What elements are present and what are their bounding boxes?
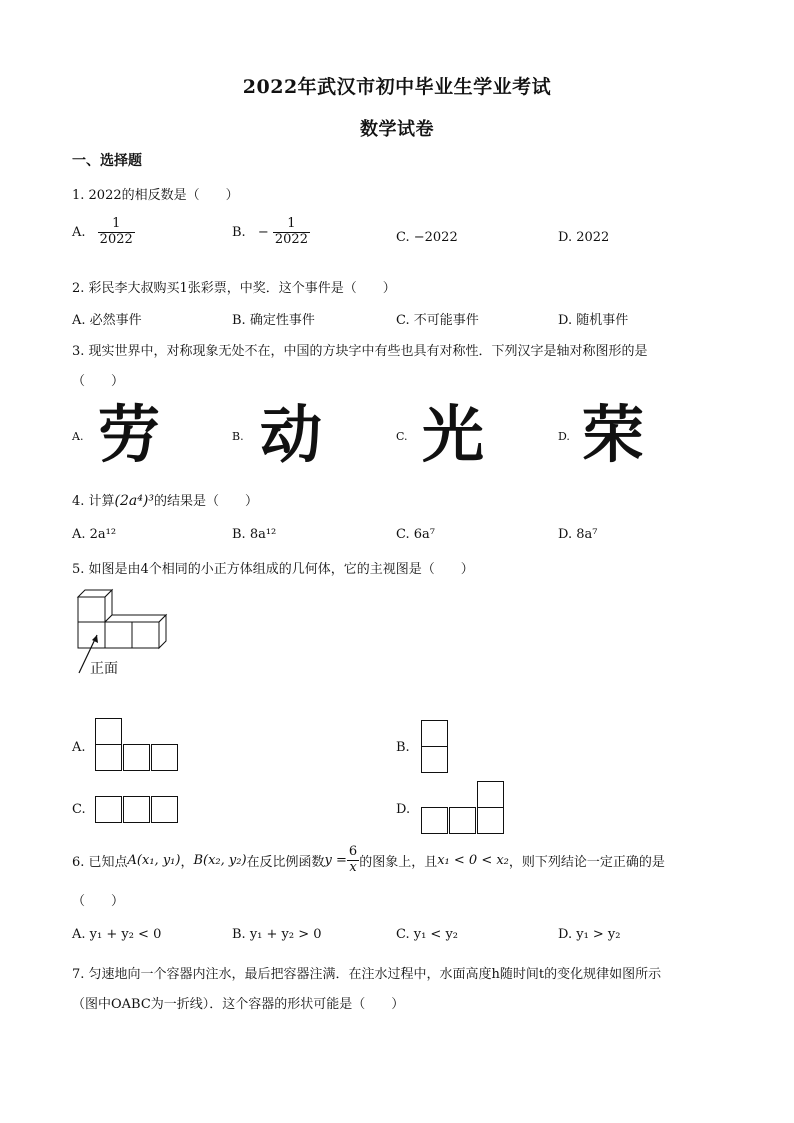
q2-option-a: A. 必然事件 <box>72 313 142 328</box>
q5-a-label: A. <box>72 740 86 755</box>
section-heading: 一、选择题 <box>72 153 142 169</box>
q5-a-cell <box>95 744 122 771</box>
q5-d-cell <box>449 807 476 834</box>
q5-c-label: C. <box>72 802 86 817</box>
q5-front-label: 正面 <box>90 661 118 677</box>
q6-option-d: D. y₁ > y₂ <box>558 927 621 942</box>
q3-b-char: 动 <box>260 398 323 471</box>
q5-d-cell <box>477 781 504 808</box>
q4-stem-post: 的结果是（ ） <box>153 494 258 509</box>
q5-d-cell <box>421 807 448 834</box>
q4-option-a: A. 2a¹² <box>72 527 117 542</box>
q6-option-b: B. y₁ + y₂ > 0 <box>232 927 322 942</box>
q6-tail: ，则下列结论一定正确的是 <box>508 854 665 870</box>
exam-subtitle: 数学试卷 <box>360 119 434 140</box>
q2-option-b: B. 确定性事件 <box>232 313 315 328</box>
q5-a-cell <box>95 718 122 745</box>
q1-a-den: 2022 <box>99 231 133 247</box>
q5-solid-figure <box>70 585 180 690</box>
q5-stem: 5. 如图是由4个相同的小正方体组成的几何体，它的主视图是（ ） <box>72 562 474 577</box>
q6-func-num: 6 <box>348 844 358 859</box>
q3-stem-paren: （ ） <box>72 374 125 389</box>
q6-stem-pre: 6. 已知点 <box>72 854 128 870</box>
q5-d-cell <box>477 807 504 834</box>
q6-func-den: x <box>349 859 357 875</box>
q6-func-y: y = <box>324 852 347 868</box>
q1-option-d: D. 2022 <box>558 230 610 245</box>
q6-sep: ， <box>180 854 194 870</box>
q4-expression: (2a⁴)³ <box>114 493 154 509</box>
q5-d-label: D. <box>396 802 411 817</box>
q5-b-label: B. <box>396 740 410 755</box>
q6-point-b: B(x₂, y₂) <box>193 852 247 868</box>
q5-c-cell <box>95 796 122 823</box>
q6-func-fraction <box>347 845 359 876</box>
q6-stem-paren: （ ） <box>72 894 125 909</box>
q1-option-b <box>232 217 310 248</box>
q4-option-c: C. 6a⁷ <box>396 527 435 542</box>
q6-point-a: A(x₁, y₁) <box>127 852 181 868</box>
q1-option-c: C. −2022 <box>396 230 458 245</box>
q4-stem-pre: 4. 计算 <box>72 494 115 509</box>
q5-option-c-view <box>95 796 181 824</box>
q4-stem <box>72 490 258 509</box>
q1-a-label: A. <box>72 224 86 240</box>
q3-c-label: C. <box>396 430 408 443</box>
q3-d-label: D. <box>558 430 570 443</box>
q1-a-num: 1 <box>112 216 121 231</box>
q1-b-den: 2022 <box>274 231 308 247</box>
q5-b-cell <box>421 720 448 747</box>
q7-line1: 7. 匀速地向一个容器内注水，最后把容器注满．在注水过程中，水面高度h随时间t的变化规律如图所示 <box>72 967 662 982</box>
q6-mid: 在反比例函数 <box>246 854 325 870</box>
q1-b-num: 1 <box>287 216 296 231</box>
q6-condition: x₁ < 0 < x₂ <box>437 852 509 868</box>
q3-d-char: 荣 <box>582 398 645 471</box>
q3-a-char: 劳 <box>98 398 161 471</box>
q1-option-a <box>72 217 135 248</box>
q2-option-d: D. 随机事件 <box>558 313 629 328</box>
q2-stem: 2. 彩民李大叔购买1张彩票，中奖．这个事件是（ ） <box>72 281 396 296</box>
q4-option-b: B. 8a¹² <box>232 527 277 542</box>
q6-option-c: C. y₁ < y₂ <box>396 927 459 942</box>
q5-option-a-view <box>95 718 181 774</box>
q6-post: 的图象上，且 <box>359 854 438 870</box>
q5-a-cell <box>123 744 150 771</box>
q5-a-cell <box>151 744 178 771</box>
q5-b-cell <box>421 746 448 773</box>
q5-c-cell <box>151 796 178 823</box>
q1-b-label: B. <box>232 224 246 240</box>
q3-b-label: B. <box>232 430 244 443</box>
q5-option-d-view <box>421 781 507 837</box>
q6-stem <box>72 845 665 876</box>
q5-c-cell <box>123 796 150 823</box>
q1-b-sign: − <box>257 224 269 240</box>
exam-title: 2022年武汉市初中毕业生学业考试 <box>242 76 552 98</box>
q6-option-a: A. y₁ + y₂ < 0 <box>72 927 162 942</box>
q2-option-c: C. 不可能事件 <box>396 313 479 328</box>
q3-a-label: A. <box>72 430 84 443</box>
q7-line2: （图中OABC为一折线）．这个容器的形状可能是（ ） <box>72 997 405 1012</box>
q1-stem: 1. 2022的相反数是（ ） <box>72 188 239 203</box>
q4-option-d: D. 8a⁷ <box>558 527 598 542</box>
q1-b-fraction <box>273 217 310 248</box>
q3-c-char: 光 <box>422 398 485 471</box>
q5-option-b-view <box>421 720 451 776</box>
q1-a-fraction <box>98 217 135 248</box>
q3-stem: 3. 现实世界中，对称现象无处不在，中国的方块字中有些也具有对称性．下列汉字是轴对称图形的是 <box>72 344 648 359</box>
